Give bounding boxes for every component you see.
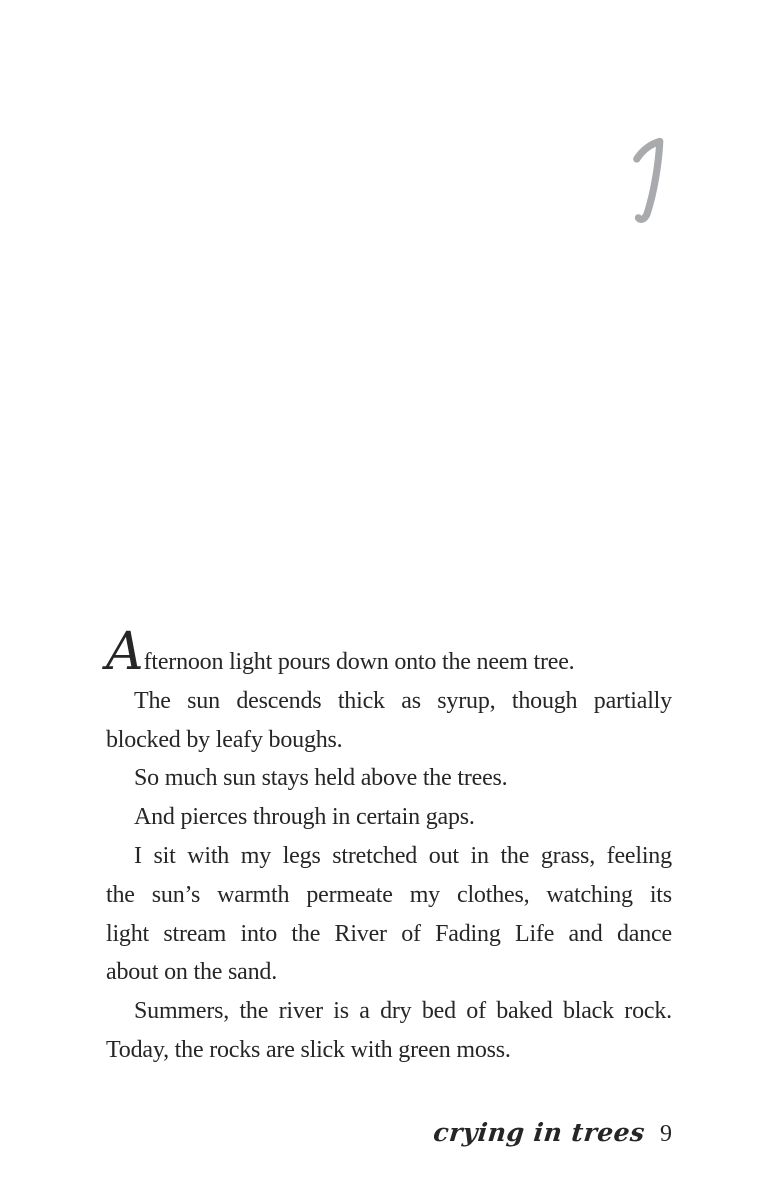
text-line: And pierces through in certain gaps.	[134, 804, 475, 831]
text-line: the sun’s warmth permeate my clothes, watching its	[106, 881, 672, 908]
footer-book-title: crying in trees	[431, 1118, 647, 1147]
paragraph	[106, 622, 672, 682]
paragraph	[106, 837, 672, 992]
footer-page-number: 9	[660, 1121, 672, 1147]
paragraph	[106, 798, 672, 837]
text-line: Afternoon light pours down onto the neem tree.	[106, 622, 575, 682]
text-line: I sit with my legs stretched out in the grass, feeling	[134, 842, 672, 869]
paragraph	[106, 992, 672, 1070]
chapter-number-figure	[630, 136, 672, 226]
text-line: The sun descends thick as syrup, though partially	[134, 687, 672, 714]
text-line: So much sun stays held above the trees.	[134, 765, 508, 792]
text-line: light stream into the River of Fading Life and dance	[106, 920, 672, 947]
body-text	[106, 622, 672, 1070]
text-line: Today, the rocks are slick with green moss.	[106, 1036, 511, 1063]
text-line: blocked by leafy boughs.	[106, 726, 343, 753]
text-line: Summers, the river is a dry bed of baked black rock.	[134, 998, 672, 1025]
paragraph	[106, 682, 672, 760]
drop-cap-initial: A	[106, 622, 142, 682]
page-footer	[106, 1118, 672, 1148]
text-line: about on the sand.	[106, 959, 278, 986]
paragraph	[106, 759, 672, 798]
